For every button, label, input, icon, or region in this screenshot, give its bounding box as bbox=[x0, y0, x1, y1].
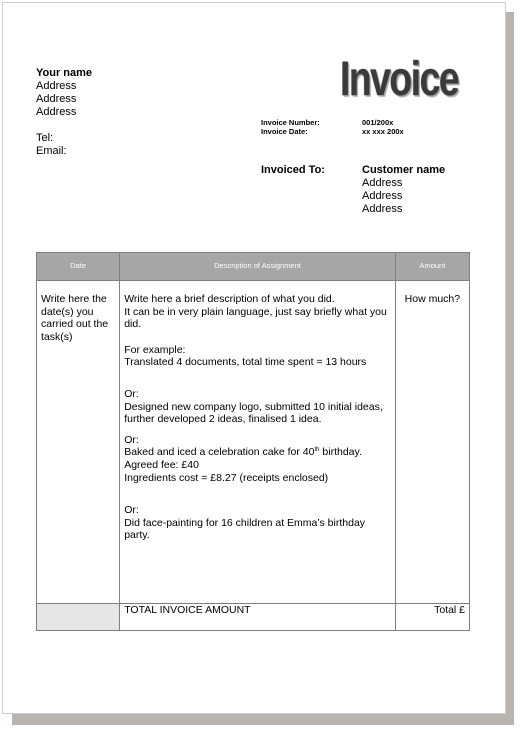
description-line: Or: bbox=[124, 504, 139, 517]
description-cell bbox=[120, 281, 396, 604]
sender-address-line: Address bbox=[36, 93, 77, 105]
invoice-date-value: xx xxx 200x bbox=[362, 127, 404, 136]
table-row bbox=[37, 281, 470, 604]
total-amount: Total £ bbox=[395, 604, 469, 631]
customer-address-line: Address bbox=[362, 190, 403, 202]
description-text: birthday. bbox=[319, 446, 362, 459]
date-cell: Write here the date(s) you carried out the task(s) bbox=[37, 281, 120, 604]
invoice-number-label: Invoice Number: bbox=[261, 118, 320, 127]
total-blank-cell bbox=[37, 604, 120, 631]
customer-address-line: Address bbox=[362, 203, 403, 215]
total-label: TOTAL INVOICE AMOUNT bbox=[120, 604, 396, 631]
invoice-meta-labels bbox=[261, 118, 320, 136]
invoiced-to-label: Invoiced To: bbox=[261, 164, 325, 176]
table-header-row bbox=[37, 253, 470, 281]
invoice-logo: Invoice bbox=[340, 53, 459, 106]
invoice-meta-values bbox=[362, 118, 404, 136]
sender-address-line: Address bbox=[36, 106, 77, 118]
description-line: Did face-painting for 16 children at Emma’s birthday party. bbox=[124, 516, 366, 542]
invoice-date-label: Invoice Date: bbox=[261, 127, 308, 136]
invoice-number-value: 001/200x bbox=[362, 118, 394, 127]
description-line: Ingredients cost = £8.27 (receipts enclosed) bbox=[124, 471, 329, 484]
date-column-header: Date bbox=[37, 253, 120, 281]
description-line: Translated 4 documents, total time spent = 13 hours bbox=[124, 356, 367, 369]
description-line: Agreed fee: £40 bbox=[124, 458, 199, 471]
sender-address-line: Address bbox=[36, 80, 77, 92]
description-line: Designed new company logo, submitted 10 initial ideas, further developed 2 ideas, finalised 1 idea. bbox=[124, 400, 383, 426]
description-column-header: Description of Assignment bbox=[120, 253, 396, 281]
customer-address-line: Address bbox=[362, 177, 403, 189]
sender-name: Your name bbox=[36, 67, 93, 79]
amount-column-header: Amount bbox=[395, 253, 469, 281]
ordinal-suffix: th bbox=[314, 447, 320, 454]
total-row bbox=[37, 604, 470, 631]
invoice-items-table bbox=[36, 252, 470, 631]
description-line: Or: bbox=[124, 433, 139, 446]
sender-email: Email: bbox=[36, 145, 67, 157]
sender-tel: Tel: bbox=[36, 132, 54, 144]
description-line: For example: bbox=[124, 343, 186, 356]
sender-block bbox=[36, 67, 92, 158]
description-line: Write here a brief description of what you did. bbox=[124, 293, 335, 305]
description-line: Or: bbox=[124, 387, 139, 400]
customer-block bbox=[362, 164, 445, 216]
description-line bbox=[124, 446, 391, 459]
description-line: It can be in very plain language, just say briefly what you did. bbox=[124, 305, 387, 331]
customer-name: Customer name bbox=[362, 164, 446, 176]
amount-cell: How much? bbox=[395, 281, 469, 604]
description-text: Baked and iced a celebration cake for 40 bbox=[124, 446, 315, 459]
